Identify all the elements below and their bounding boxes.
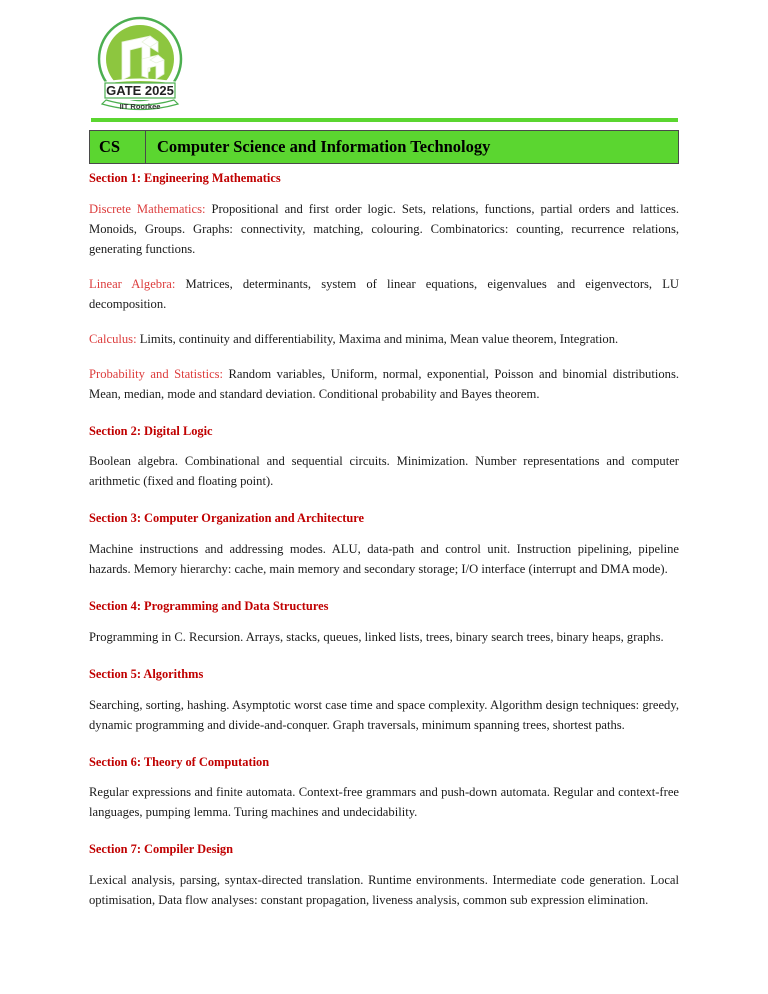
spacer [89,491,679,510]
section-heading: Section 3: Computer Organization and Architecture [89,511,364,526]
subject-name-cell: Computer Science and Information Technology [146,131,679,164]
topic-paragraph [89,199,679,259]
spacer [89,615,679,627]
spacer [89,439,679,451]
topic-text: Searching, sorting, hashing. Asymptotic worst case time and space complexity. Algorithm design techniques: greedy, dynamic programming and divide-and-conquer. Graph traversals, minimum spanning trees, shortest paths. [89,697,679,732]
topic-text: Limits, continuity and differentiability, Maxima and minima, Mean value theorem, Integration. [136,331,619,346]
section-heading: Section 6: Theory of Computation [89,754,270,769]
topic-paragraph [89,870,679,910]
spacer [89,822,679,841]
topic-text: Propositional and first order logic. Sets, relations, functions, partial orders and lattices. Monoids, Groups. Graphs: connectivity, matching, colouring. Combinatorics: counting, recurrence relations, generating functions. [89,201,679,256]
topic-paragraph [89,451,679,491]
syllabus-content [89,170,679,910]
topic-paragraph [89,695,679,735]
subject-code-cell: CS [90,131,146,164]
spacer [89,187,679,199]
topic-text: Lexical analysis, parsing, syntax-directed translation. Runtime environments. Intermediate code generation. Local optimisation, Data flow analyses: constant propagation, liveness analysis, common sub expression elimination. [89,873,679,908]
gate-logo-icon [92,14,188,114]
section-heading: Section 5: Algorithms [89,666,204,681]
spacer [89,647,679,666]
topic-text: Regular expressions and finite automata. Context-free grammars and push-down automata. Regular and context-free languages, pumping lemma. Turing machines and undecidability. [89,785,679,820]
spacer [89,314,679,329]
spacer [89,770,679,782]
spacer [89,579,679,598]
logo-subtitle-text: IIT Roorkee [119,102,161,111]
topic-lead: Linear Algebra: [89,276,176,291]
topic-text: Matrices, determinants, system of linear equations, eigenvalues and eigenvectors, LU decomposition. [89,276,679,311]
topic-text: Programming in C. Recursion. Arrays, stacks, queues, linked lists, trees, binary search trees, binary heaps, graphs. [89,629,664,644]
spacer [89,527,679,539]
spacer [89,349,679,364]
subject-header-table [89,130,679,164]
topic-paragraph [89,274,679,314]
gate-logo [92,14,188,114]
section-heading: Section 1: Engineering Mathematics [89,171,281,185]
topic-text: Random variables, Uniform, normal, exponential, Poisson and binomial distributions. Mean, median, mode and standard deviation. Conditional probability and Bayes theorem. [89,366,679,401]
spacer [89,858,679,870]
spacer [89,683,679,695]
section-heading: Section 7: Compiler Design [89,842,233,857]
topic-paragraph [89,364,679,404]
section-heading: Section 2: Digital Logic [89,423,213,438]
topic-paragraph [89,539,679,579]
spacer [89,735,679,754]
topic-text: Boolean algebra. Combinational and sequential circuits. Minimization. Number representations and computer arithmetic (fixed and floating point). [89,454,679,489]
topic-lead: Probability and Statistics: [89,366,224,381]
topic-paragraph [89,329,679,349]
topic-text: Machine instructions and addressing modes. ALU, data-path and control unit. Instruction pipelining, pipeline hazards. Memory hierarchy: cache, main memory and secondary storage; I/O interface (interrupt and DMA mode). [89,542,679,577]
table-row [90,131,679,164]
topic-paragraph [89,627,679,647]
topic-paragraph [89,782,679,822]
logo-title-text: GATE 2025 [106,83,174,98]
section-heading: Section 4: Programming and Data Structures [89,599,329,614]
topic-lead: Calculus: [89,331,137,346]
topic-lead: Discrete Mathematics: [89,201,206,216]
green-divider-rule [91,118,678,122]
spacer [89,259,679,274]
spacer [89,404,679,423]
